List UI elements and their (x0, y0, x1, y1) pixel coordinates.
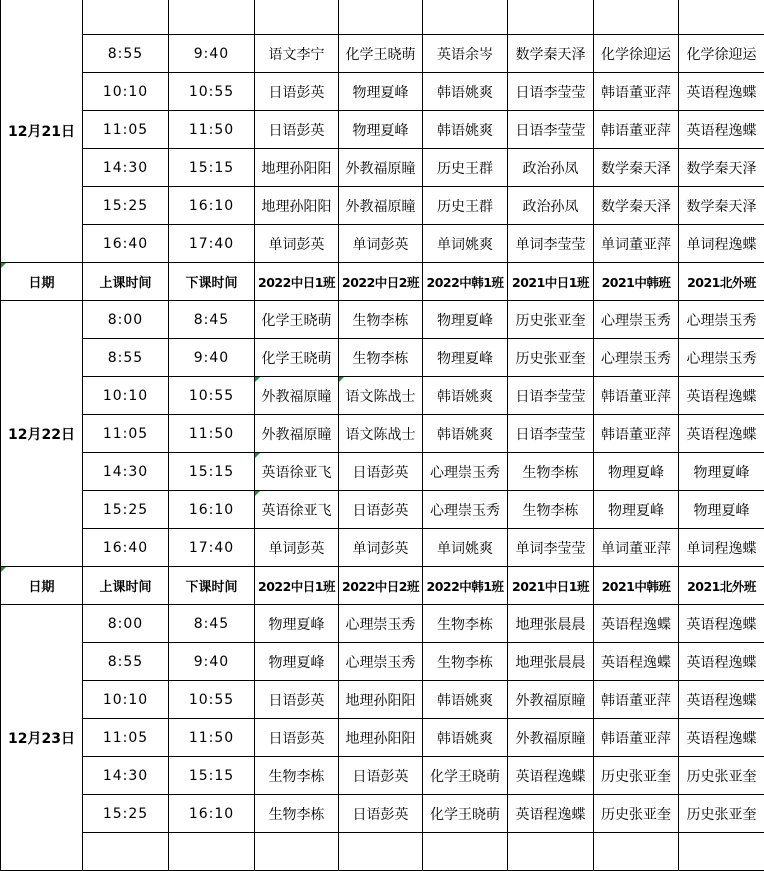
course-cell: 外教福原瞳 (255, 377, 339, 415)
course-cell (423, 833, 508, 871)
header-class-2: 2022中日2班 (339, 263, 423, 301)
course-cell: 英语程逸蝶 (679, 377, 764, 415)
course-cell: 外教福原瞳 (255, 415, 339, 453)
start-time-cell: 11:05 (83, 719, 169, 757)
course-cell: 心理崇玉秀 (339, 643, 423, 681)
course-cell: 物理夏峰 (255, 605, 339, 643)
course-cell: 语文陈战士 (339, 377, 423, 415)
course-cell: 语文李宁 (255, 35, 339, 73)
course-cell: 单词彭英 (255, 529, 339, 567)
header-class-2: 2022中日2班 (339, 567, 423, 605)
table-row (1, 73, 764, 111)
start-time-cell: 10:10 (83, 377, 169, 415)
table-row (1, 225, 764, 263)
table-row (1, 643, 764, 681)
course-cell: 韩语姚爽 (423, 719, 508, 757)
course-cell: 英语程逸蝶 (679, 719, 764, 757)
course-cell (255, 0, 339, 35)
course-cell: 日语彭英 (255, 719, 339, 757)
start-time-cell: 11:05 (83, 111, 169, 149)
end-time-cell: 15:15 (169, 757, 255, 795)
course-cell: 韩语姚爽 (423, 415, 508, 453)
header-date: 日期 (1, 263, 83, 301)
course-cell: 英语程逸蝶 (679, 605, 764, 643)
course-cell: 单词程逸蝶 (679, 225, 764, 263)
start-time-cell: 14:30 (83, 149, 169, 187)
end-time-cell: 10:55 (169, 377, 255, 415)
start-time-cell: 11:05 (83, 415, 169, 453)
end-time-cell: 9:40 (169, 339, 255, 377)
course-cell: 心理崇玉秀 (679, 339, 764, 377)
course-cell: 物理夏峰 (423, 301, 508, 339)
table-row (1, 833, 764, 871)
end-time-cell: 16:10 (169, 795, 255, 833)
course-cell: 生物李栋 (255, 757, 339, 795)
table-row (1, 605, 764, 643)
course-cell (255, 833, 339, 871)
course-cell: 外教福原瞳 (339, 149, 423, 187)
course-cell: 数学秦天泽 (679, 187, 764, 225)
start-time-cell: 15:25 (83, 491, 169, 529)
course-cell: 韩语董亚萍 (594, 377, 679, 415)
header-start-time: 上课时间 (83, 263, 169, 301)
course-cell (339, 833, 423, 871)
course-cell: 日语李莹莹 (508, 415, 594, 453)
table-row (1, 111, 764, 149)
course-cell: 地理孙阳阳 (339, 681, 423, 719)
header-end-time: 下课时间 (169, 263, 255, 301)
course-cell: 日语彭英 (339, 491, 423, 529)
course-cell: 日语彭英 (339, 795, 423, 833)
course-cell: 韩语姚爽 (423, 377, 508, 415)
course-cell: 韩语董亚萍 (594, 681, 679, 719)
course-cell: 数学秦天泽 (679, 149, 764, 187)
end-time-cell: 10:55 (169, 681, 255, 719)
course-cell: 单词姚爽 (423, 529, 508, 567)
course-cell: 英语程逸蝶 (508, 757, 594, 795)
course-cell: 化学王晓萌 (339, 35, 423, 73)
end-time-cell: 16:10 (169, 491, 255, 529)
header-class-4: 2021中日1班 (508, 567, 594, 605)
course-cell: 数学秦天泽 (594, 187, 679, 225)
table-row (1, 339, 764, 377)
course-cell: 历史王群 (423, 149, 508, 187)
end-time-cell: 11:50 (169, 111, 255, 149)
course-cell: 英语程逸蝶 (679, 111, 764, 149)
course-cell: 英语程逸蝶 (679, 73, 764, 111)
header-class-3: 2022中韩1班 (423, 567, 508, 605)
course-cell: 物理夏峰 (679, 453, 764, 491)
course-cell: 历史张亚奎 (594, 795, 679, 833)
start-time-cell: 8:00 (83, 301, 169, 339)
course-cell: 外教福原瞳 (339, 187, 423, 225)
start-time-cell (83, 0, 169, 35)
start-time-cell: 10:10 (83, 73, 169, 111)
course-cell (508, 0, 594, 35)
course-cell: 物理夏峰 (255, 643, 339, 681)
course-cell: 语文陈战士 (339, 415, 423, 453)
end-time-cell: 15:15 (169, 453, 255, 491)
date-cell: 12月21日 (1, 0, 83, 263)
header-class-4: 2021中日1班 (508, 263, 594, 301)
course-cell: 化学徐迎运 (594, 35, 679, 73)
table-row (1, 415, 764, 453)
header-class-6: 2021北外班 (679, 567, 764, 605)
course-cell: 心理崇玉秀 (594, 339, 679, 377)
course-cell: 生物李栋 (423, 643, 508, 681)
end-time-cell: 16:10 (169, 187, 255, 225)
header-start-time: 上课时间 (83, 567, 169, 605)
course-cell: 外教福原瞳 (508, 719, 594, 757)
course-cell: 物理夏峰 (679, 491, 764, 529)
table-row (1, 719, 764, 757)
course-cell: 数学秦天泽 (508, 35, 594, 73)
start-time-cell (83, 833, 169, 871)
course-cell: 历史张亚奎 (508, 301, 594, 339)
course-cell: 韩语董亚萍 (594, 73, 679, 111)
course-cell: 物理夏峰 (339, 73, 423, 111)
course-cell: 单词姚爽 (423, 225, 508, 263)
course-cell: 历史张亚奎 (679, 795, 764, 833)
end-time-cell: 11:50 (169, 415, 255, 453)
course-cell: 物理夏峰 (423, 339, 508, 377)
end-time-cell: 15:15 (169, 149, 255, 187)
start-time-cell: 15:25 (83, 795, 169, 833)
start-time-cell: 14:30 (83, 757, 169, 795)
end-time-cell: 10:55 (169, 73, 255, 111)
table-row (1, 453, 764, 491)
course-cell: 单词董亚萍 (594, 529, 679, 567)
course-cell: 英语徐亚飞 (255, 491, 339, 529)
course-cell: 日语彭英 (339, 757, 423, 795)
course-cell: 日语李莹莹 (508, 73, 594, 111)
start-time-cell: 8:00 (83, 605, 169, 643)
course-cell: 数学秦天泽 (594, 149, 679, 187)
end-time-cell (169, 833, 255, 871)
course-cell: 外教福原瞳 (508, 681, 594, 719)
course-cell: 物理夏峰 (594, 491, 679, 529)
course-cell: 化学王晓萌 (423, 757, 508, 795)
course-cell: 韩语董亚萍 (594, 415, 679, 453)
start-time-cell: 14:30 (83, 453, 169, 491)
end-time-cell: 8:45 (169, 301, 255, 339)
course-cell: 心理崇玉秀 (339, 605, 423, 643)
course-cell: 生物李栋 (508, 491, 594, 529)
course-cell: 历史王群 (423, 187, 508, 225)
start-time-cell: 10:10 (83, 681, 169, 719)
course-cell (508, 833, 594, 871)
table-row (1, 681, 764, 719)
course-cell: 生物李栋 (508, 453, 594, 491)
header-class-5: 2021中韩班 (594, 567, 679, 605)
course-cell: 英语余岑 (423, 35, 508, 73)
course-cell (423, 0, 508, 35)
course-cell: 化学王晓萌 (255, 301, 339, 339)
course-cell: 单词李莹莹 (508, 529, 594, 567)
course-cell: 韩语董亚萍 (594, 719, 679, 757)
course-cell: 单词程逸蝶 (679, 529, 764, 567)
course-cell: 地理孙阳阳 (255, 149, 339, 187)
course-cell: 生物李栋 (255, 795, 339, 833)
course-cell: 地理孙阳阳 (339, 719, 423, 757)
table-row (1, 35, 764, 73)
course-cell (679, 0, 764, 35)
course-cell: 政治孙凤 (508, 187, 594, 225)
end-time-cell: 11:50 (169, 719, 255, 757)
course-cell: 历史张亚奎 (508, 339, 594, 377)
course-cell: 历史张亚奎 (594, 757, 679, 795)
course-cell: 单词彭英 (339, 529, 423, 567)
course-cell: 韩语姚爽 (423, 681, 508, 719)
table-row (1, 187, 764, 225)
course-cell: 化学王晓萌 (423, 795, 508, 833)
start-time-cell: 15:25 (83, 187, 169, 225)
course-cell: 心理崇玉秀 (679, 301, 764, 339)
course-cell (679, 833, 764, 871)
course-cell: 单词董亚萍 (594, 225, 679, 263)
table-row (1, 491, 764, 529)
table-row (1, 301, 764, 339)
course-cell: 生物李栋 (423, 605, 508, 643)
course-cell: 单词彭英 (255, 225, 339, 263)
date-cell: 12月22日 (1, 301, 83, 567)
header-date: 日期 (1, 567, 83, 605)
course-cell: 生物李栋 (339, 339, 423, 377)
course-cell: 化学徐迎运 (679, 35, 764, 73)
course-cell: 英语徐亚飞 (255, 453, 339, 491)
header-class-3: 2022中韩1班 (423, 263, 508, 301)
course-cell: 物理夏峰 (594, 453, 679, 491)
course-cell: 英语程逸蝶 (594, 605, 679, 643)
course-cell: 历史张亚奎 (679, 757, 764, 795)
course-cell (594, 0, 679, 35)
end-time-cell: 8:45 (169, 605, 255, 643)
table-row (1, 757, 764, 795)
course-cell: 韩语姚爽 (423, 73, 508, 111)
start-time-cell: 8:55 (83, 339, 169, 377)
course-cell: 英语程逸蝶 (679, 681, 764, 719)
table-row (1, 377, 764, 415)
table-row (1, 529, 764, 567)
end-time-cell (169, 0, 255, 35)
course-cell: 物理夏峰 (339, 111, 423, 149)
header-class-1: 2022中日1班 (255, 567, 339, 605)
course-cell: 心理崇玉秀 (594, 301, 679, 339)
course-cell: 英语程逸蝶 (679, 643, 764, 681)
end-time-cell: 17:40 (169, 225, 255, 263)
course-cell: 日语李莹莹 (508, 111, 594, 149)
header-class-1: 2022中日1班 (255, 263, 339, 301)
date-cell: 12月23日 (1, 605, 83, 871)
start-time-cell: 16:40 (83, 225, 169, 263)
start-time-cell: 8:55 (83, 643, 169, 681)
start-time-cell: 16:40 (83, 529, 169, 567)
table-row (1, 0, 764, 35)
end-time-cell: 9:40 (169, 35, 255, 73)
course-cell: 地理张晨晨 (508, 605, 594, 643)
header-end-time: 下课时间 (169, 567, 255, 605)
course-cell: 地理孙阳阳 (255, 187, 339, 225)
course-cell: 单词彭英 (339, 225, 423, 263)
table-row (1, 149, 764, 187)
course-cell (594, 833, 679, 871)
course-cell: 地理张晨晨 (508, 643, 594, 681)
end-time-cell: 9:40 (169, 643, 255, 681)
course-cell: 韩语董亚萍 (594, 111, 679, 149)
header-row (1, 263, 764, 301)
course-cell: 日语彭英 (255, 111, 339, 149)
header-row (1, 567, 764, 605)
course-cell (339, 0, 423, 35)
start-time-cell: 8:55 (83, 35, 169, 73)
header-class-5: 2021中韩班 (594, 263, 679, 301)
course-cell: 英语程逸蝶 (679, 415, 764, 453)
course-cell: 心理崇玉秀 (423, 453, 508, 491)
course-cell: 日语彭英 (339, 453, 423, 491)
course-cell: 日语李莹莹 (508, 377, 594, 415)
course-cell: 英语程逸蝶 (594, 643, 679, 681)
course-cell: 英语程逸蝶 (508, 795, 594, 833)
end-time-cell: 17:40 (169, 529, 255, 567)
course-cell: 化学王晓萌 (255, 339, 339, 377)
course-cell: 心理崇玉秀 (423, 491, 508, 529)
course-cell: 生物李栋 (339, 301, 423, 339)
course-cell: 政治孙凤 (508, 149, 594, 187)
course-cell: 单词李莹莹 (508, 225, 594, 263)
course-cell: 日语彭英 (255, 73, 339, 111)
header-class-6: 2021北外班 (679, 263, 764, 301)
course-cell: 韩语姚爽 (423, 111, 508, 149)
table-row (1, 795, 764, 833)
course-cell: 日语彭英 (255, 681, 339, 719)
